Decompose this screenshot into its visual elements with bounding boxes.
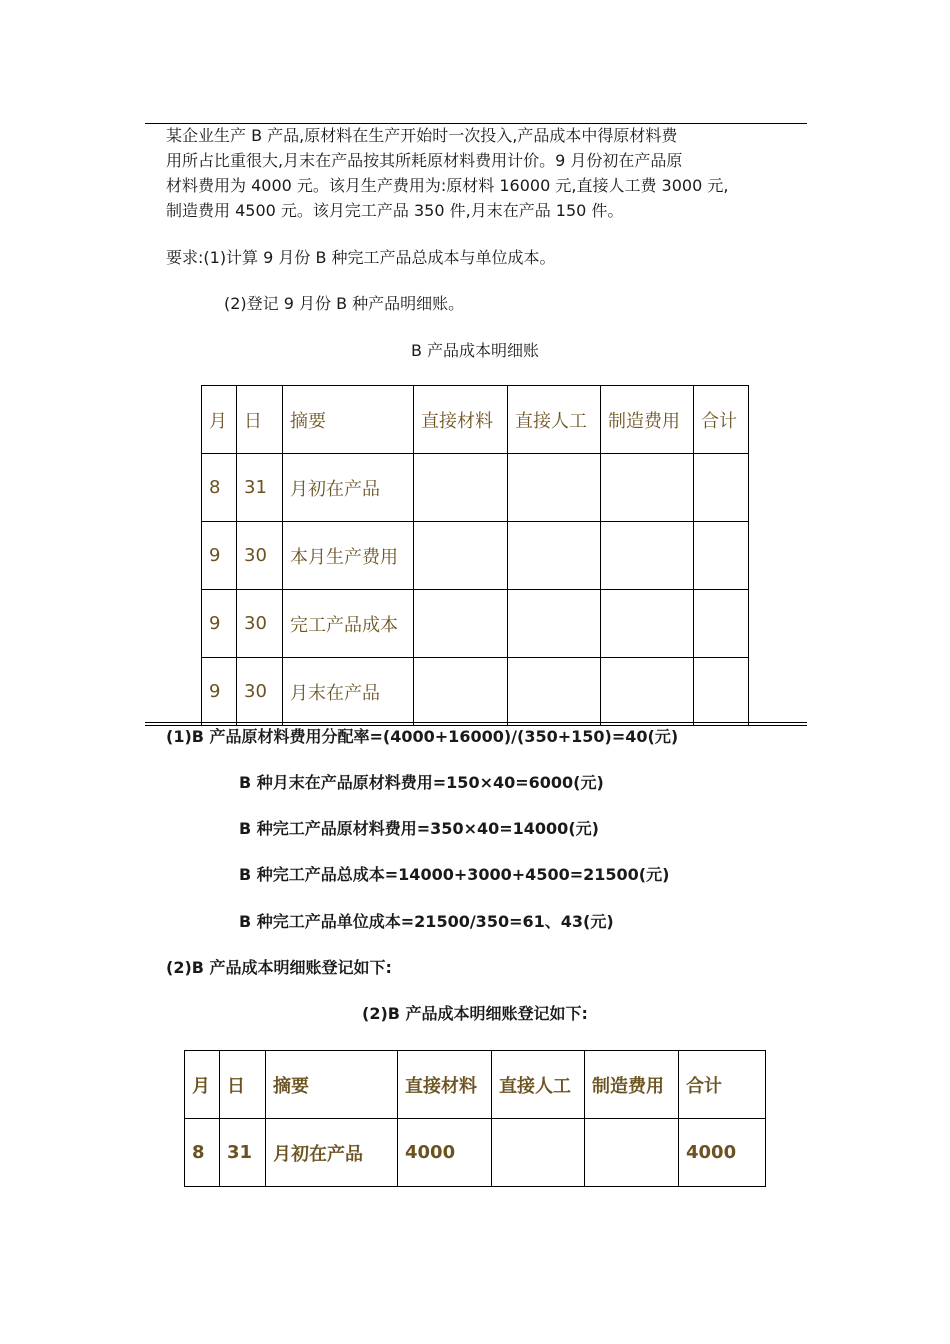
cell-overhead	[601, 658, 694, 726]
cell-month: 9	[202, 658, 237, 726]
cell-summary: 月初在产品	[283, 454, 414, 522]
header-total: 合计	[679, 1051, 766, 1119]
cell-overhead	[601, 454, 694, 522]
header-direct-materials: 直接材料	[414, 386, 508, 454]
cell-day: 30	[237, 658, 283, 726]
cell-total	[694, 522, 749, 590]
cell-day: 31	[237, 454, 283, 522]
divider-rule	[145, 722, 807, 723]
cell-direct-labor	[492, 1119, 585, 1187]
cell-summary: 本月生产费用	[283, 522, 414, 590]
header-overhead: 制造费用	[585, 1051, 679, 1119]
cell-total	[694, 454, 749, 522]
cell-summary: 月末在产品	[283, 658, 414, 726]
problem-line: 某企业生产 B 产品,原材料在生产开始时一次投入,产品成本中得原材料费	[166, 126, 678, 145]
cell-direct-labor	[508, 454, 601, 522]
header-total: 合计	[694, 386, 749, 454]
answer-line: B 种完工产品总成本=14000+3000+4500=21500(元)	[239, 865, 670, 884]
cell-direct-materials	[414, 522, 508, 590]
header-direct-labor: 直接人工	[492, 1051, 585, 1119]
table-header-row	[185, 1051, 766, 1119]
table-row	[202, 658, 749, 726]
header-day: 日	[237, 386, 283, 454]
problem-statement	[166, 123, 796, 223]
answer-line: B 种完工产品单位成本=21500/350=61、43(元)	[239, 912, 614, 931]
answer-part2-heading: (2)B 产品成本明细账登记如下:	[166, 958, 392, 977]
cell-direct-materials: 4000	[398, 1119, 492, 1187]
cell-overhead	[601, 522, 694, 590]
answer-line: (1)B 产品原材料费用分配率=(4000+16000)/(350+150)=40(元)	[166, 727, 679, 746]
cell-direct-labor	[508, 522, 601, 590]
cell-month: 8	[202, 454, 237, 522]
cell-direct-materials	[414, 590, 508, 658]
header-summary: 摘要	[266, 1051, 398, 1119]
cell-direct-materials	[414, 658, 508, 726]
header-direct-labor: 直接人工	[508, 386, 601, 454]
requirement-1: 要求:(1)计算 9 月份 B 种完工产品总成本与单位成本。	[166, 248, 556, 267]
cell-total	[694, 590, 749, 658]
header-month: 月	[185, 1051, 220, 1119]
cell-day: 30	[237, 590, 283, 658]
cell-day: 31	[220, 1119, 266, 1187]
header-month: 月	[202, 386, 237, 454]
cell-total	[694, 658, 749, 726]
table-row	[185, 1119, 766, 1187]
table-row	[202, 590, 749, 658]
table-row	[202, 522, 749, 590]
header-summary: 摘要	[283, 386, 414, 454]
requirement-2: (2)登记 9 月份 B 种产品明细账。	[224, 294, 465, 313]
answer-line: B 种月末在产品原材料费用=150×40=6000(元)	[239, 773, 604, 792]
ledger-title: B 产品成本明细账	[410, 341, 540, 360]
answer-part2-caption: (2)B 产品成本明细账登记如下:	[362, 1004, 588, 1023]
cell-total: 4000	[679, 1119, 766, 1187]
ledger-table	[201, 385, 749, 726]
cell-summary: 完工产品成本	[283, 590, 414, 658]
cell-month: 8	[185, 1119, 220, 1187]
header-day: 日	[220, 1051, 266, 1119]
cell-day: 30	[237, 522, 283, 590]
answer-line: B 种完工产品原材料费用=350×40=14000(元)	[239, 819, 599, 838]
table-row	[202, 454, 749, 522]
cell-overhead	[601, 590, 694, 658]
header-overhead: 制造费用	[601, 386, 694, 454]
cell-direct-labor	[508, 658, 601, 726]
problem-line: 材料费用为 4000 元。该月生产费用为:原材料 16000 元,直接人工费 3000 元,	[166, 176, 729, 195]
header-direct-materials: 直接材料	[398, 1051, 492, 1119]
cell-month: 9	[202, 522, 237, 590]
answer-ledger-table	[184, 1050, 766, 1187]
cell-month: 9	[202, 590, 237, 658]
cell-summary: 月初在产品	[266, 1119, 398, 1187]
cell-direct-materials	[414, 454, 508, 522]
table-header-row	[202, 386, 749, 454]
problem-line: 用所占比重很大,月末在产品按其所耗原材料费用计价。9 月份初在产品原	[166, 151, 683, 170]
cell-overhead	[585, 1119, 679, 1187]
cell-direct-labor	[508, 590, 601, 658]
problem-line: 制造费用 4500 元。该月完工产品 350 件,月末在产品 150 件。	[166, 201, 624, 220]
